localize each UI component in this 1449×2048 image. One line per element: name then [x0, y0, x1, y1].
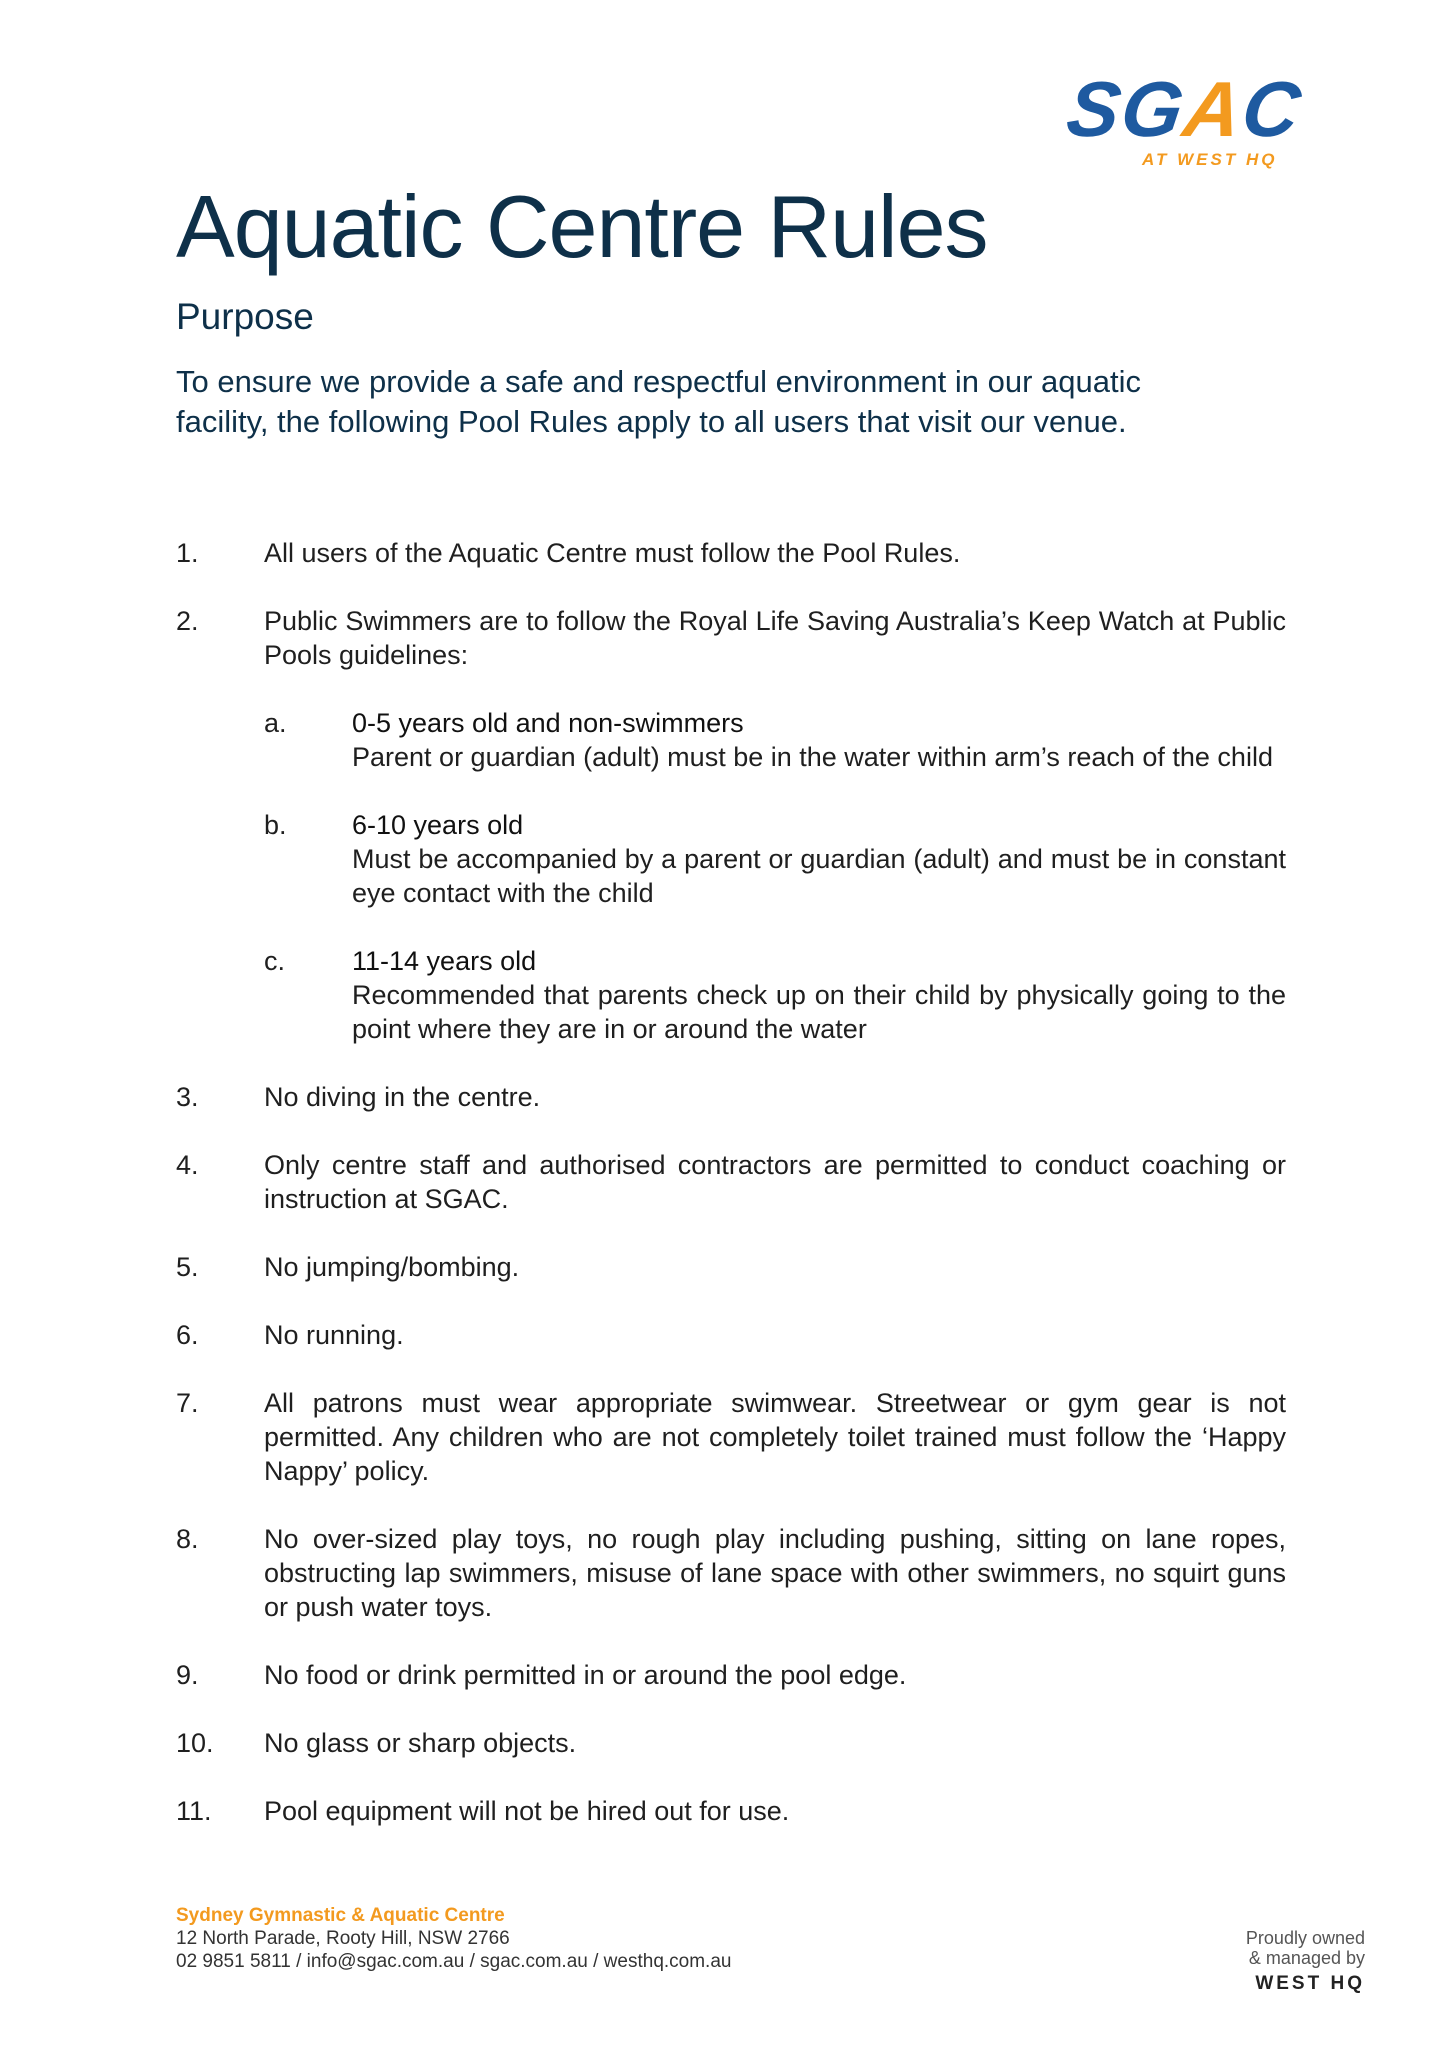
page-title: Aquatic Centre Rules — [176, 177, 988, 276]
subrule-heading: 6-10 years old — [352, 810, 524, 840]
rule-text: No running. — [264, 1320, 404, 1350]
rule-item — [176, 1726, 1286, 1760]
subrule-text: Must be accompanied by a parent or guardian (adult) and must be in constant eye contact with the child — [352, 844, 1286, 908]
subrule-text: Parent or guardian (adult) must be in the water within arm’s reach of the child — [352, 742, 1273, 772]
rule-body — [264, 604, 1286, 1046]
footer-address: 12 North Parade, Rooty Hill, NSW 2766 — [176, 1928, 510, 1949]
rule-text: Public Swimmers are to follow the Royal Life Saving Australia’s Keep Watch at Public Pools guidelines: — [264, 606, 1286, 670]
subrule-content — [352, 706, 1286, 774]
rule-number: 11. — [176, 1796, 212, 1826]
subrule-heading: 11-14 years old — [352, 946, 537, 976]
rule-item — [176, 604, 1286, 1046]
rule-item — [176, 536, 1286, 570]
logo-mark-c: C — [1236, 65, 1308, 153]
rule-number: 9. — [176, 1660, 199, 1690]
rule-item — [176, 1318, 1286, 1352]
rule-item — [176, 1080, 1286, 1114]
westhq-brand: WEST HQ — [1255, 1973, 1365, 1994]
sgac-logo — [1061, 65, 1338, 170]
logo-mark-a: A — [1178, 65, 1250, 153]
subrule-letter: c. — [264, 946, 286, 976]
rule-text: All users of the Aquatic Centre must follow the Pool Rules. — [264, 538, 961, 568]
rule-item — [176, 1794, 1286, 1828]
rule-item — [176, 1386, 1286, 1488]
subrule-item — [264, 944, 1286, 1046]
rule-text: Pool equipment will not be hired out for use. — [264, 1796, 790, 1826]
rule-number: 5. — [176, 1252, 199, 1282]
rule-text: No glass or sharp objects. — [264, 1728, 577, 1758]
subrule-heading: 0-5 years old and non-swimmers — [352, 708, 744, 738]
rule-item — [176, 1658, 1286, 1692]
subrule-item — [264, 808, 1286, 910]
purpose-heading: Purpose — [176, 296, 314, 337]
rule-number: 6. — [176, 1320, 199, 1350]
rule-text: No over-sized play toys, no rough play including pushing, sitting on lane ropes, obstructing lap swimmers, misuse of lane space with other swimmers, no squirt guns or push water toys. — [264, 1524, 1286, 1622]
rule-text: No diving in the centre. — [264, 1082, 541, 1112]
rules-list — [176, 536, 1286, 1862]
rule-number: 10. — [176, 1728, 214, 1758]
subrule-text: Recommended that parents check up on their child by physically going to the point where they are in or around the water — [352, 980, 1286, 1044]
westhq-badge — [1195, 1928, 1365, 1994]
westhq-line2: & managed by — [1248, 1948, 1365, 1968]
footer-contact: 02 9851 5811 / info@sgac.com.au / sgac.com.au / westhq.com.au — [176, 1951, 732, 1972]
rule-number: 8. — [176, 1524, 199, 1554]
rule-number: 1. — [176, 538, 199, 568]
footer-org: Sydney Gymnastic & Aquatic Centre — [176, 1905, 505, 1926]
rule-item — [176, 1522, 1286, 1624]
subrule-content — [352, 808, 1286, 910]
subrule-item — [264, 706, 1286, 774]
rule-text: All patrons must wear appropriate swimwear. Streetwear or gym gear is not permitted. Any children who are not completely toilet trained must follow the ‘Happy Nappy’ policy. — [264, 1388, 1286, 1486]
subrule-letter: b. — [264, 810, 287, 840]
rule-item — [176, 1250, 1286, 1284]
footer — [176, 1904, 731, 1973]
purpose-text: To ensure we provide a safe and respectful environment in our aquatic facility, the following Pool Rules apply to all users that visit our venue. — [176, 364, 1142, 439]
rule-text: No jumping/bombing. — [264, 1252, 520, 1282]
logo-mark-sg: SG — [1061, 65, 1191, 153]
subrule-letter: a. — [264, 708, 287, 738]
rule-item — [176, 1148, 1286, 1216]
logo-tagline: AT WEST HQ — [1142, 150, 1278, 169]
subrule-content — [352, 944, 1286, 1046]
rule-text: Only centre staff and authorised contractors are permitted to conduct coaching or instruction at SGAC. — [264, 1150, 1286, 1214]
rule-text: No food or drink permitted in or around the pool edge. — [264, 1660, 907, 1690]
logo-mark — [1061, 65, 1308, 153]
westhq-line1: Proudly owned — [1245, 1928, 1365, 1948]
rule-number: 3. — [176, 1082, 199, 1112]
rule-number: 7. — [176, 1388, 199, 1418]
rule-number: 2. — [176, 606, 199, 636]
rule-number: 4. — [176, 1150, 199, 1180]
